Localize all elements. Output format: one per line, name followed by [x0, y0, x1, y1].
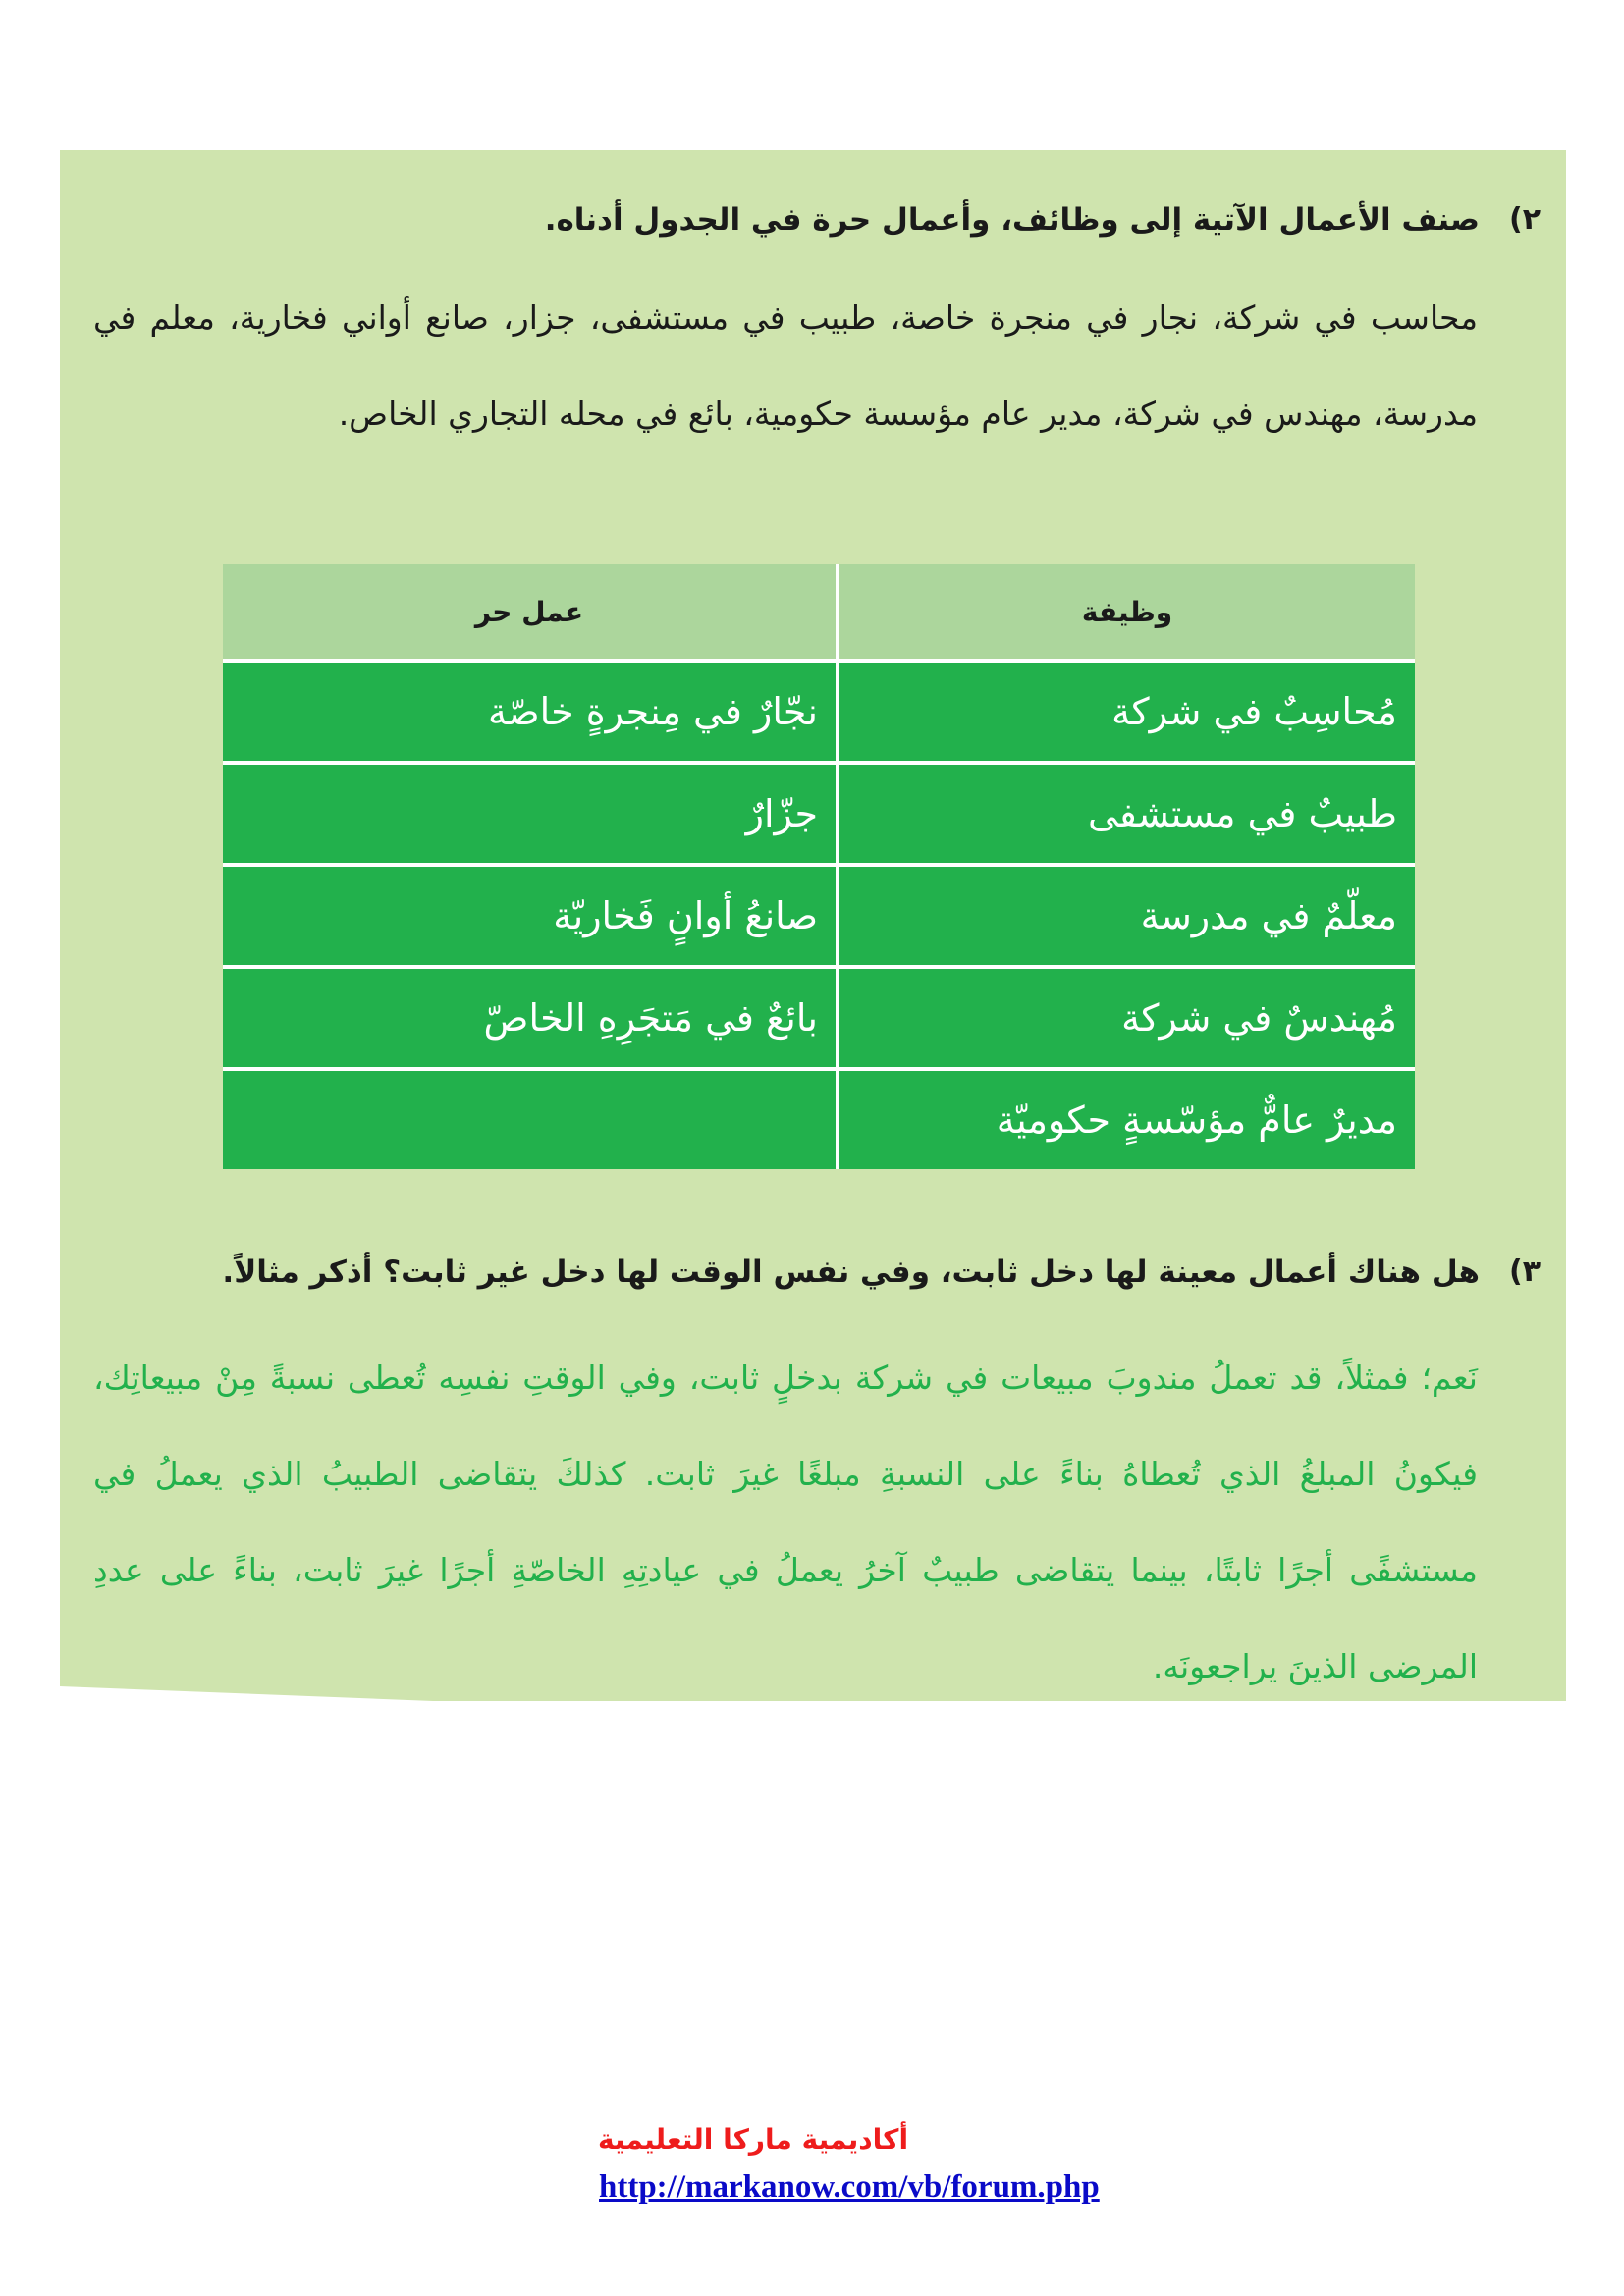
- footer-forum-link[interactable]: http://markanow.com/vb/forum.php: [599, 2169, 1100, 2205]
- question-3-number: ٣): [1509, 1255, 1542, 1289]
- table-header-row: [223, 564, 1415, 661]
- cell-job: طبيبٌ في مستشفى: [838, 763, 1415, 865]
- cell-freelance: بائعٌ في مَتجَرِهِ الخاصّ: [223, 967, 838, 1069]
- cell-freelance: نجّارٌ في مِنجرةٍ خاصّة: [223, 661, 838, 763]
- table-row: [223, 763, 1415, 865]
- cell-job: معلّمٌ في مدرسة: [838, 865, 1415, 967]
- table-row: [223, 865, 1415, 967]
- header-freelance: عمل حر: [223, 564, 838, 661]
- question-2-number: ٢): [1509, 202, 1542, 237]
- cell-freelance: صانعُ أوانٍ فَخاريّة: [223, 865, 838, 967]
- table-row: [223, 661, 1415, 763]
- header-job: وظيفة: [838, 564, 1415, 661]
- question-3-title: هل هناك أعمال معينة لها دخل ثابت، وفي نفس الوقت لها دخل غير ثابت؟ أذكر مثالاً.: [222, 1255, 1480, 1290]
- cell-freelance: جزّارٌ: [223, 763, 838, 865]
- jobs-classification-table: [223, 564, 1415, 1169]
- cell-freelance: [223, 1069, 838, 1169]
- cell-job: مديرٌ عامٌّ مؤسّسةٍ حكوميّة: [838, 1069, 1415, 1169]
- footer-academy-name: أكاديمية ماركا التعليمية: [597, 2123, 909, 2156]
- cell-job: مُحاسِبٌ في شركة: [838, 661, 1415, 763]
- table-row: [223, 967, 1415, 1069]
- question-2-title: صنف الأعمال الآتية إلى وظائف، وأعمال حرة في الجدول أدناه.: [544, 202, 1480, 238]
- question-2-body: محاسب في شركة، نجار في منجرة خاصة، طبيب في مستشفى، جزار، صانع أواني فخارية، معلم في مدرسة، مهندس في شركة، مدير عام مؤسسة حكومية، بائع في محله التجاري الخاص.: [93, 298, 1478, 433]
- table-row: [223, 1069, 1415, 1169]
- cell-job: مُهندسٌ في شركة: [838, 967, 1415, 1069]
- question-3-answer: نَعم؛ فمثلاً، قد تعملُ مندوبَ مبيعات في شركة بدخلٍ ثابت، وفي الوقتِ نفسِه تُعطى نسبةً مِنْ مبيعاتِك، فيكونُ المبلغُ الذي تُعطاهُ بناءً على النسبةِ مبلغًا غيرَ ثابت. كذلكَ يتقاضى الطبيبُ الذي يعملُ في مستشفًى أجرًا ثابتًا، بينما يتقاضى طبيبٌ آخرُ يعملُ في عيادتِهِ الخاصّةِ أجرًا غيرَ ثابت، بناءً على عددِ المرضى الذينَ يراجعونَه.: [93, 1359, 1478, 1685]
